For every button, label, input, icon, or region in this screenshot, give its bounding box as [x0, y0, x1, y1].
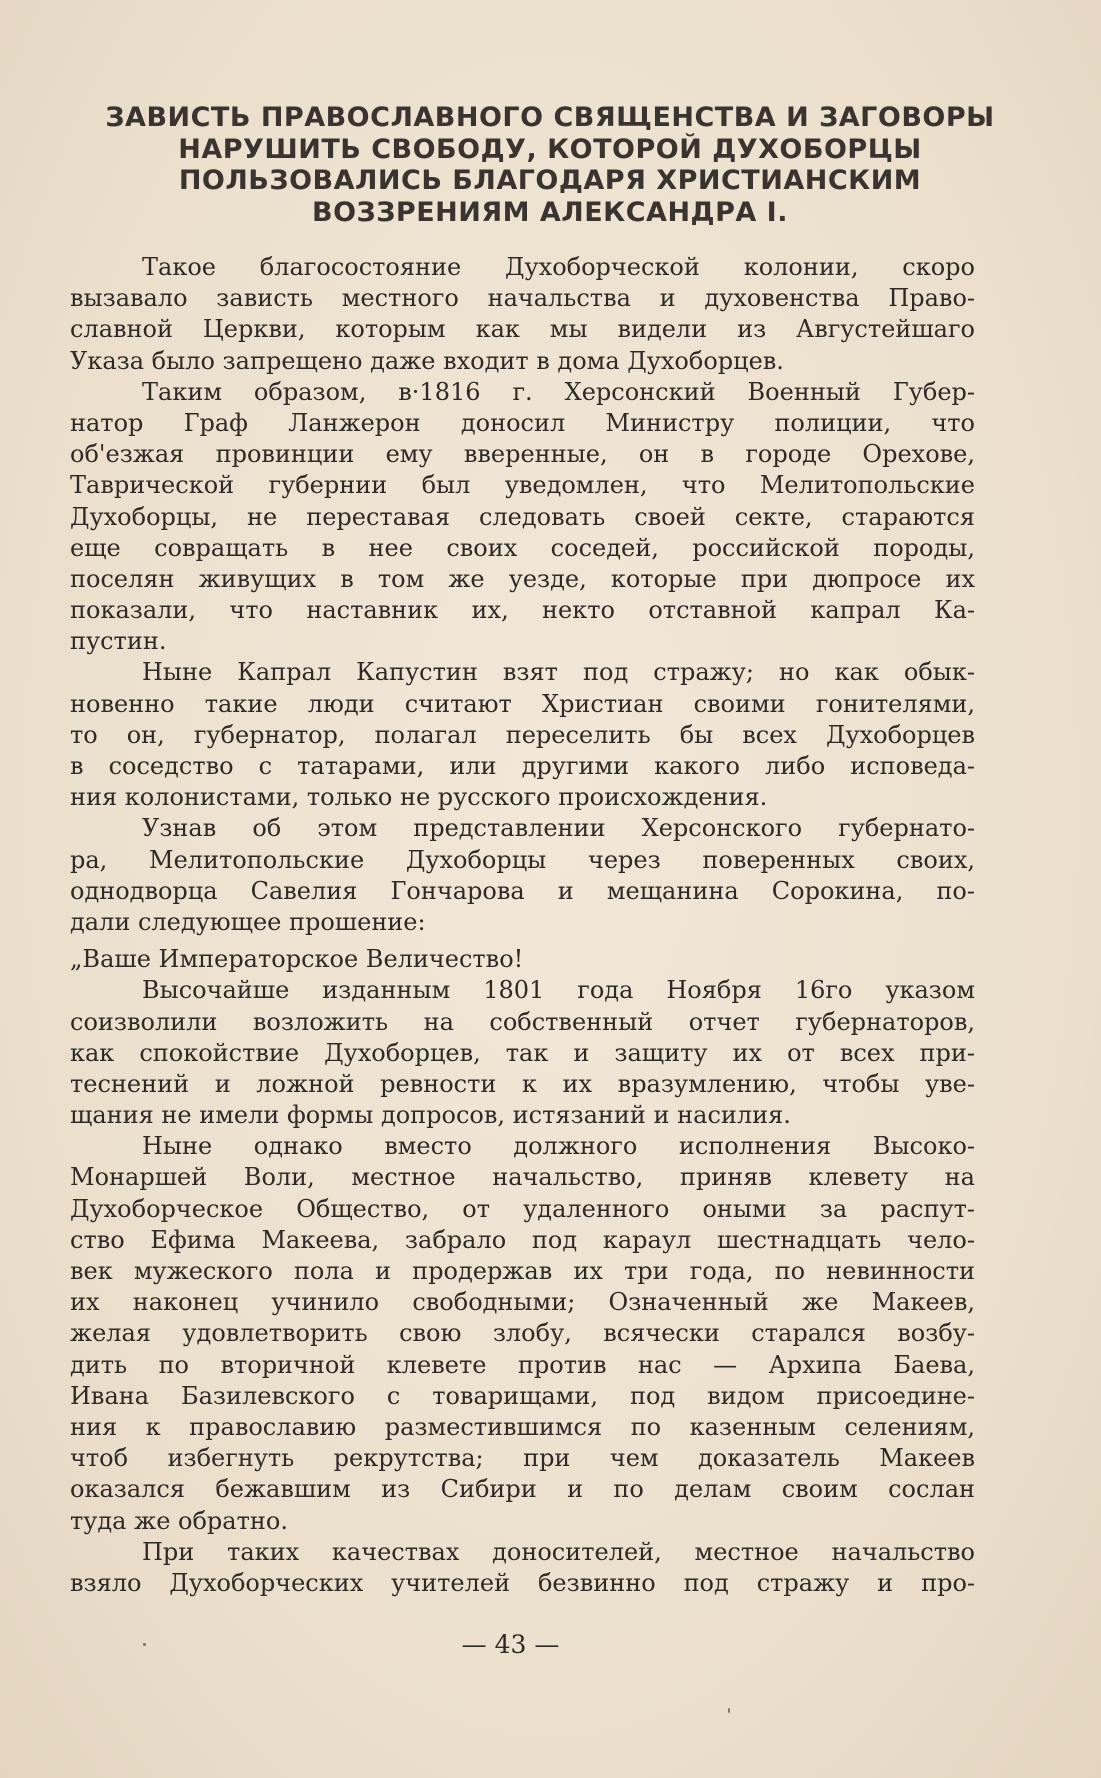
text-line: соизволили возложить на собственный отчет губернаторов, [70, 1007, 975, 1036]
page-number: — 43 — [461, 1630, 560, 1659]
text-line: щания не имели формы допросов, истязаний и насилия. [70, 1101, 791, 1130]
heading-line: ВОЗЗРЕНИЯМ АЛЕКСАНДРА I. [312, 196, 788, 228]
text-line: как спокойствие Духоборцев, так и защиту их от всех при- [70, 1038, 975, 1067]
text-line: еще совращать в нее своих соседей, российской породы, [70, 533, 975, 562]
text-line: вызавало зависть местного начальства и духовенства Право- [70, 284, 975, 313]
text-line: поселян живущих в том же уезде, которые при дюпросе их [70, 564, 975, 593]
text-line: дить по вторичной клевете против нас — Архипа Баева, [70, 1350, 975, 1379]
text-line: новенно такие люди считают Христиан своими гонителями, [70, 689, 975, 718]
text-line: то он, губернатор, полагал переселить бы всех Духоборцев [70, 720, 975, 749]
text-line: Таврической губернии был уведомлен, что Мелитопольские [70, 471, 975, 500]
text-line: взяло Духоборческих учителей безвинно под стражу и про- [70, 1568, 975, 1597]
text-line: Монаршей Воли, местное начальство, приняв клевету на [70, 1163, 975, 1192]
body-text [70, 252, 975, 1599]
text-line: Указа было запрещено даже входит в дома Духоборцев. [70, 346, 784, 375]
text-line: туда же обратно. [70, 1506, 288, 1535]
text-line: Узнав об этом представлении Херсонского губернато- [142, 814, 975, 843]
paper-speck [728, 1708, 730, 1713]
text-line: Духоборцы, не переставая следовать своей секте, стараются [70, 502, 975, 531]
text-line: Духоборческое Общество, от удаленного оными за распут- [70, 1194, 975, 1223]
chapter-heading [60, 102, 1040, 228]
text-line: век мужеского пола и продержав их три года, по невинности [70, 1257, 975, 1285]
text-line: Такое благосостояние Духоборческой колонии, скоро [142, 253, 975, 281]
text-line: славной Церкви, которым как мы видели из Августейшаго [70, 315, 975, 344]
text-line: При таких качествах доносителей, местное начальство [142, 1537, 975, 1566]
text-line: однодворца Савелия Гончарова и мещанина Сорокина, по- [70, 876, 975, 905]
text-line: желая удовлетворить свою злобу, всячески старался возбу- [70, 1319, 975, 1348]
text-line: ра, Мелитопольские Духоборцы через поверенных своих, [70, 845, 975, 874]
text-line: теснений и ложной ревности к их вразумлению, чтобы уве- [70, 1069, 975, 1098]
text-line: ство Ефима Макеева, забрало под караул шестнадцать чело- [70, 1225, 975, 1254]
text-line: Таким образом, в·1816 г. Херсонский Военный Губер- [142, 377, 975, 406]
text-line: пустин. [70, 627, 167, 656]
text-line: натор Граф Ланжерон доносил Министру полиции, что [70, 408, 975, 437]
text-line: показали, что наставник их, некто отставной капрал Ка- [70, 596, 975, 625]
text-line: их наконец учинило свободными; Означенный же Макеев, [70, 1288, 975, 1317]
text-line: Высочайше изданным 1801 года Ноября 16го указом [142, 976, 975, 1005]
heading-line: НАРУШИТЬ СВОБОДУ, КОТОРОЙ ДУХОБОРЦЫ [178, 133, 922, 165]
text-line: оказался бежавшим из Сибири и по делам своим сослан [70, 1475, 975, 1504]
text-line: об'езжая провинции ему вверенные, он в городе Орехове, [70, 440, 975, 469]
text-line: Ныне однако вместо должного исполнения Высоко- [142, 1132, 975, 1161]
heading-line: ПОЛЬЗОВАЛИСЬ БЛАГОДАРЯ ХРИСТИАНСКИМ [178, 165, 922, 196]
text-line: ния колонистами, только не русского происхождения. [70, 783, 768, 812]
text-line: чтоб избегнуть рекрутства; при чем доказатель Макеев [70, 1444, 975, 1473]
text-line: „Ваше Императорское Величество! [70, 945, 524, 974]
text-line: ния к православию разместившимся по казенным селениям, [70, 1412, 975, 1441]
text-line: дали следующее прошение: [70, 907, 426, 936]
text-line: Ныне Капрал Капустин взят под стражу; но как обык- [142, 658, 975, 687]
heading-line: ЗАВИСТЬ ПРАВОСЛАВНОГО СВЯЩЕНСТВА И ЗАГОВОРЫ [105, 102, 995, 133]
text-line: Ивана Базилевского с товарищами, под видом присоедине- [70, 1381, 975, 1410]
text-line: в соседство с татарами, или другими какого либо исповеда- [70, 752, 975, 780]
paper-speck [143, 1643, 146, 1646]
